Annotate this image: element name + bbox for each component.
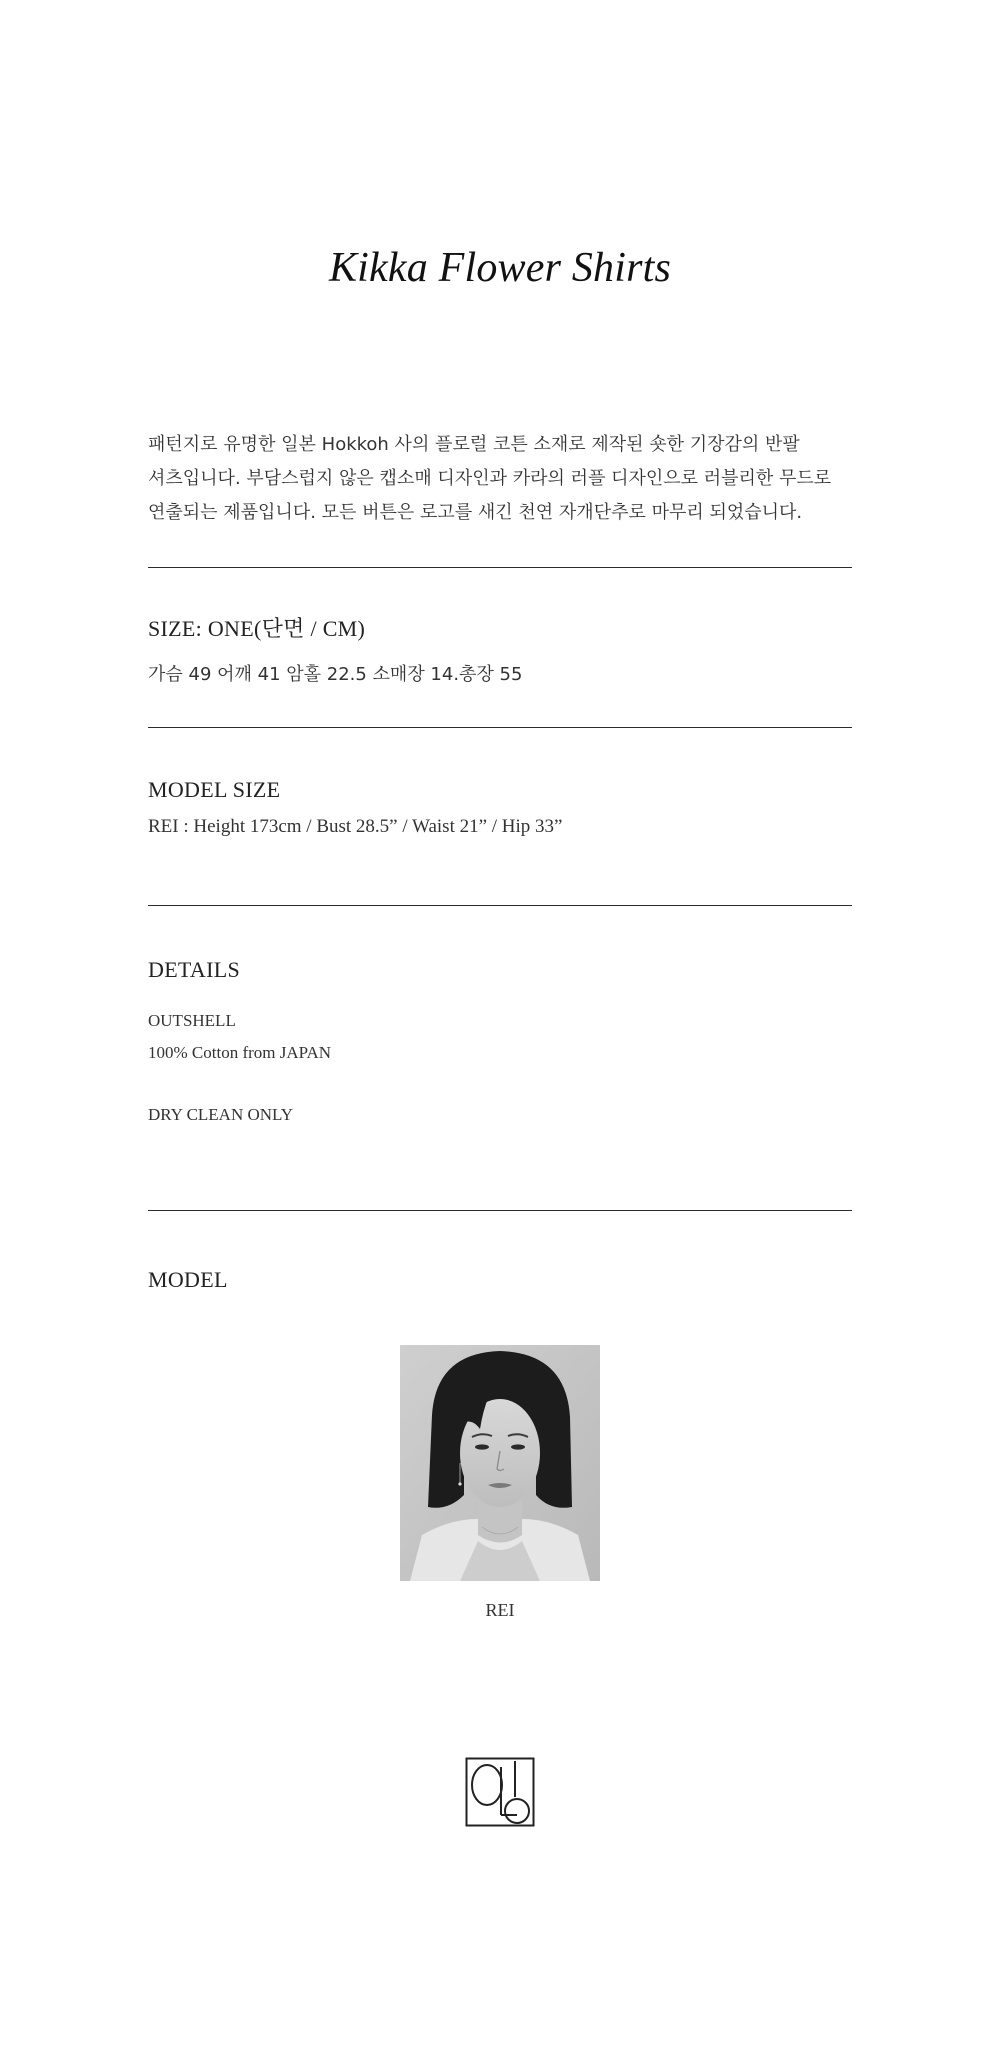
model-size-heading: MODEL SIZE xyxy=(148,777,281,802)
description-line: 패턴지로 유명한 일본 Hokkoh 사의 플로럴 코튼 소재로 제작된 숏한 기장감의 반팔 xyxy=(148,434,800,455)
care-text: DRY CLEAN ONLY xyxy=(148,1105,293,1124)
material-text: 100% Cotton from JAPAN xyxy=(148,1043,332,1062)
outshell-label: OUTSHELL xyxy=(148,1011,236,1030)
model-size-text: REI : Height 173cm / Bust 28.5” / Waist 21” / Hip 33” xyxy=(148,816,563,837)
section-divider xyxy=(148,1210,852,1211)
details-heading: DETAILS xyxy=(148,957,240,982)
model-heading: MODEL xyxy=(148,1267,228,1292)
size-measurements: 가슴 49 어깨 41 암홀 22.5 소매장 14.총장 55 xyxy=(148,664,523,685)
model-photo xyxy=(400,1345,600,1581)
product-description xyxy=(148,428,868,530)
description-line: 셔츠입니다. 부담스럽지 않은 캡소매 디자인과 카라의 러플 디자인으로 러블리한 무드로 xyxy=(148,468,832,489)
product-title: Kikka Flower Shirts xyxy=(328,245,672,291)
section-divider xyxy=(148,905,852,906)
section-divider xyxy=(148,727,852,728)
description-line: 연출되는 제품입니다. 모든 버튼은 로고를 새긴 천연 자개단추로 마무리 되었습니다. xyxy=(148,502,803,523)
brand-logo xyxy=(465,1757,535,1827)
section-divider xyxy=(148,567,852,568)
model-name: REI xyxy=(485,1600,515,1620)
size-heading: SIZE: ONE(단면 / CM) xyxy=(148,616,366,641)
